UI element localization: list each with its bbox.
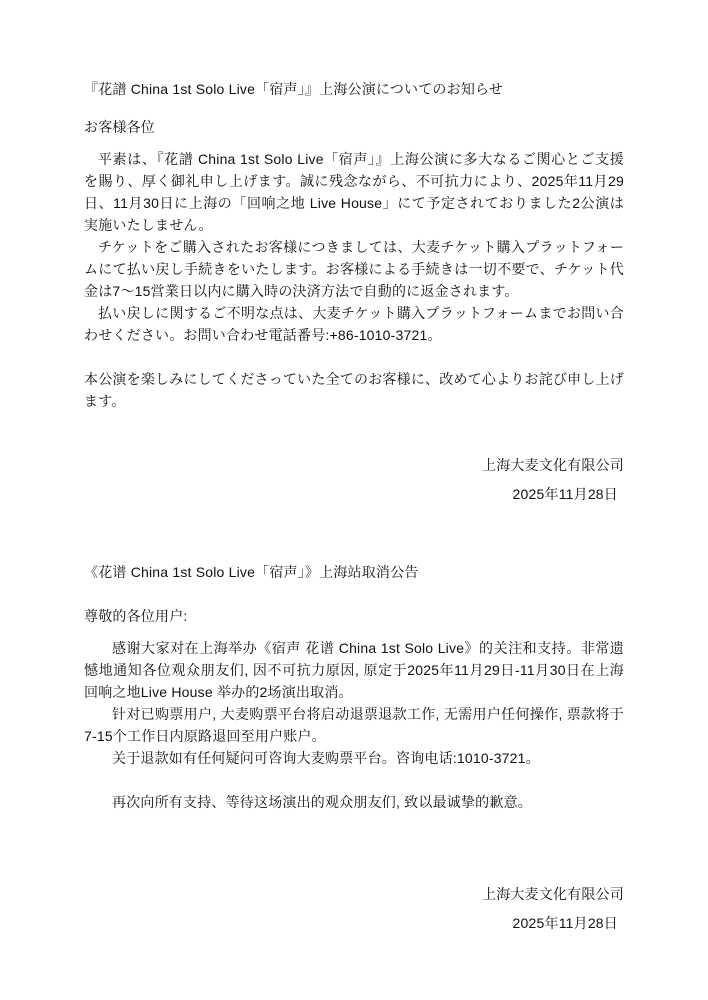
cn-paragraph-1: 感谢大家对在上海举办《宿声 花谱 China 1st Solo Live》的关注和支持。非常遗憾地通知各位观众朋友们, 因不可抗力原因, 原定于2025年11月29日-11月30日在上海回响之地Live House 举办的2场演出取消。	[84, 640, 624, 700]
jp-signature-date: 2025年11月28日	[512, 486, 618, 502]
jp-paragraph-apology: 本公演を楽しみにしてくださっていた全てのお客様に、改めて心よりお詫び申し上げます。	[84, 371, 624, 409]
section-japanese	[84, 78, 624, 505]
section-chinese	[84, 561, 624, 934]
jp-paragraph-2: チケットをご購入されたお客様につきましては、大麦チケット購入プラットフォームにて払い戻し手続きをいたします。お客様による手続きは一切不要で、チケット代金は7～15営業日以内に購入時の決済方法で自動的に返金されます。	[84, 239, 624, 299]
jp-salutation: お客様各位	[84, 119, 155, 135]
cn-salutation: 尊敬的各位用户:	[84, 608, 188, 624]
cn-signature-block	[84, 883, 624, 934]
cn-signature-date: 2025年11月28日	[512, 915, 618, 931]
cn-paragraph-apology: 再次向所有支持、等待这场演出的观众朋友们, 致以最诚挚的歉意。	[112, 794, 532, 810]
cn-signature-company: 上海大麦文化有限公司	[482, 886, 624, 902]
cn-paragraph-2: 针对已购票用户, 大麦购票平台将启动退票退款工作, 无需用户任何操作, 票款将于7-15个工作日内原路退回至用户账户。	[84, 706, 624, 744]
jp-signature-company: 上海大麦文化有限公司	[482, 457, 624, 473]
cn-paragraph-3: 关于退款如有任何疑问可咨询大麦购票平台。咨询电话:1010-3721。	[112, 750, 540, 766]
jp-signature-block	[84, 454, 624, 505]
jp-document-title: 『花譜 China 1st Solo Live「宿声」』上海公演についてのお知らせ	[84, 81, 504, 97]
jp-paragraph-3: 払い戻しに関するご不明な点は、大麦チケット購入プラットフォームまでお問い合わせください。お問い合わせ電話番号:+86-1010-3721。	[84, 305, 624, 343]
cn-document-title: 《花谱 China 1st Solo Live「宿声」》上海站取消公告	[84, 564, 419, 580]
jp-paragraph-1: 平素は、『花譜 China 1st Solo Live「宿声」』上海公演に多大なるご関心とご支援を賜り、厚く御礼申し上げます。誠に残念ながら、不可抗力により、2025年11月29日、11月30日に上海の「回响之地 Live House」にて予定されておりました2公演は実施いたしません。	[84, 151, 624, 233]
